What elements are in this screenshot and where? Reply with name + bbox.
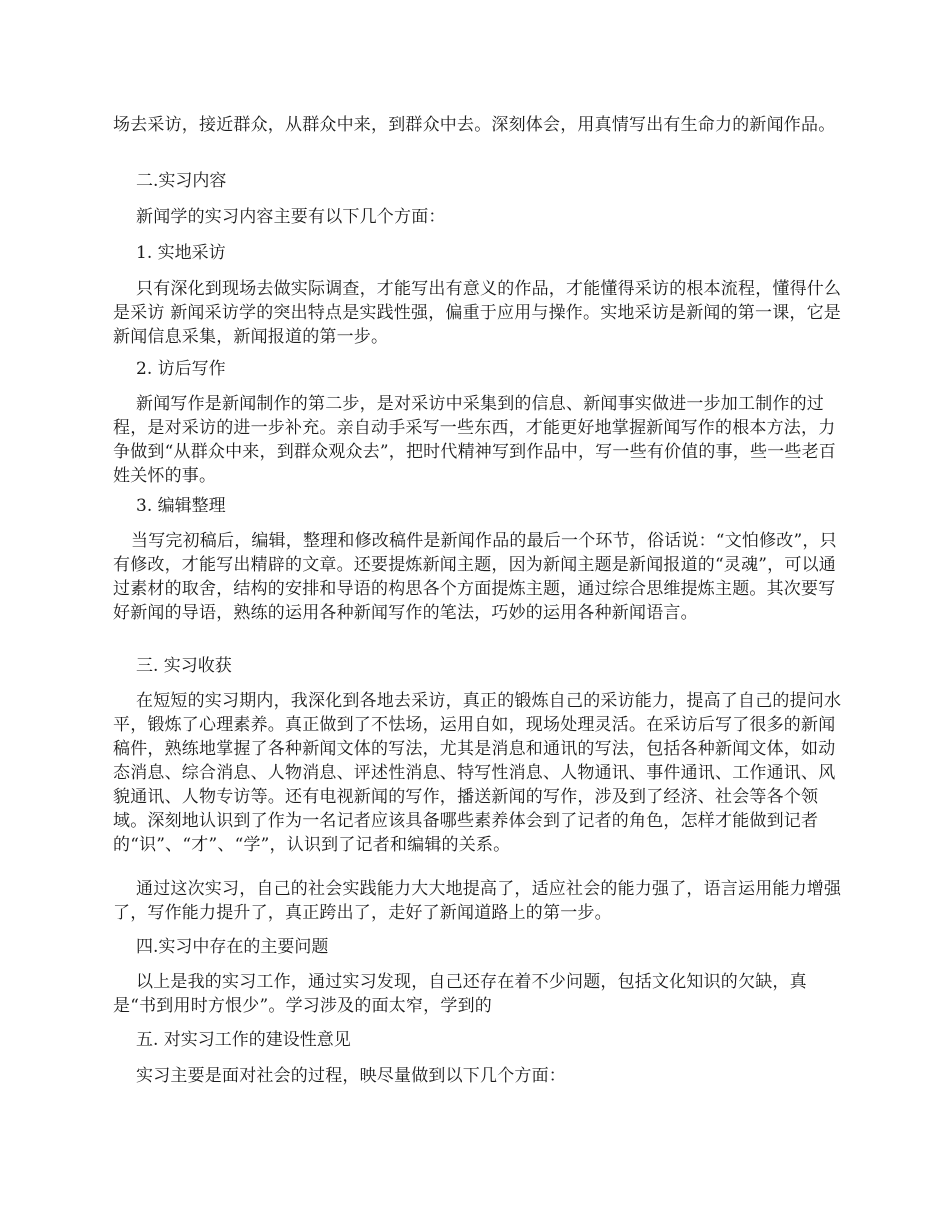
internship-gains-paragraph-2: 通过这次实习，自己的社会实践能力大大地提高了，适应社会的能力强了，语言运用能力增强了，写作能力提升了，真正跨出了，走好了新闻道路上的第一步。 <box>113 879 842 923</box>
editing-paragraph: 当写完初稿后，编辑，整理和修改稿件是新闻作品的最后一个环节，俗话说：“文怕修改”，只有修改，才能写出精辟的文章。还要提炼新闻主题，因为新闻主题是新闻报道的“灵魂”，可以通过素材的取舍，结构的安排和导语的构思各个方面提炼主题，通过综合思维提炼主题。其次要写好新闻的导语，熟练的运用各种新闻写作的笔法，巧妙的运用各种新闻语言。 <box>113 531 837 623</box>
section-heading-main-problems: 四.实习中存在的主要问题 <box>136 937 329 957</box>
section-heading-internship-content: 二.实习内容 <box>136 171 227 191</box>
suggestions-paragraph: 实习主要是面对社会的过程，映尽量做到以下几个方面： <box>136 1066 566 1086</box>
item-heading-post-interview-writing: 2. 访后写作 <box>136 359 226 379</box>
section-intro-paragraph: 新闻学的实习内容主要有以下几个方面： <box>136 207 446 227</box>
post-interview-writing-paragraph: 新闻写作是新闻制作的第二步，是对采访中采集到的信息、新闻事实做进一步加工制作的过程，是对采访的进一步补充。亲自动手采写一些东西，才能更好地掌握新闻写作的根本方法，力争做到“从群众中来，到群众观众去”，把时代精神写到作品中，写一些有价值的事，些一些老百姓关怀的事。 <box>113 394 836 486</box>
main-problems-paragraph: 以上是我的实习工作，通过实习发现，自己还存在着不少问题，包括文化知识的欠缺，真是“书到用时方恨少”。学习涉及的面太窄，学到的 <box>113 972 807 1016</box>
internship-gains-paragraph-1: 在短短的实习期内，我深化到各地去采访，真正的锻炼自己的采访能力，提高了自己的提问水平，锻炼了心理素养。真正做到了不怯场，运用自如，现场处理灵活。在采访后写了很多的新闻稿件，熟练地掌握了各种新闻文体的写法，尤其是消息和通讯的写法，包括各种新闻文体，如动态消息、综合消息、人物消息、评述性消息、特写性消息、人物通讯、事件通讯、工作通讯、风貌通讯、人物专访等。还有电视新闻的写作，播送新闻的写作，涉及到了经济、社会等各个领域。深刻地认识到了作为一名记者应该具备哪些素养体会到了记者的角色，怎样才能做到记者的“识”、“才”、“学”，认识到了记者和编辑的关系。 <box>113 691 842 855</box>
item-heading-editing: 3. 编辑整理 <box>136 496 226 516</box>
intro-paragraph: 场去采访，接近群众，从群众中来，到群众中去。深刻体会，用真情写出有生命力的新闻作品。 <box>113 115 836 135</box>
section-heading-internship-gains: 三. 实习收获 <box>136 656 232 676</box>
field-interview-paragraph: 只有深化到现场去做实际调查，才能写出有意义的作品，才能懂得采访的根本流程，懂得什么是采访 新闻采访学的突出特点是实践性强，偏重于应用与操作。实地采访是新闻的第一课，它是新闻信息采集，新闻报道的第一步。 <box>113 279 842 347</box>
item-heading-field-interview: 1. 实地采访 <box>136 243 226 263</box>
section-heading-suggestions: 五. 对实习工作的建设性意见 <box>136 1030 351 1050</box>
